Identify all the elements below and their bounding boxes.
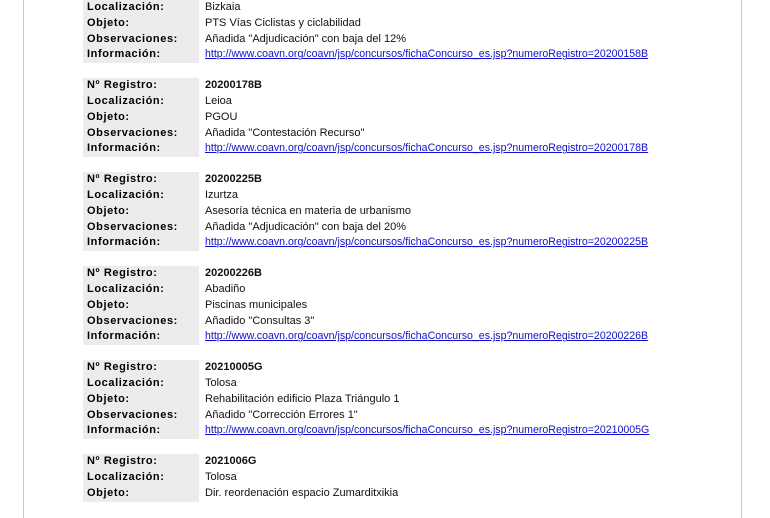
record-info-link[interactable]: http://www.coavn.org/coavn/jsp/concursos/fichaConcurso_es.jsp?numeroRegistro=20200225B [205,236,649,249]
record-20200158b [83,0,723,63]
field-value-localizacion: Bizkaia [205,1,241,13]
field-label: Objeto: [83,110,199,126]
field-label: Observaciones: [83,408,199,424]
field-row-localizacion [83,188,723,204]
field-row-informacion [83,141,723,157]
field-value-localizacion: Izurtza [205,188,239,201]
field-row-informacion [83,329,723,345]
field-value-objeto: Piscinas municipales [205,298,308,311]
field-value-observaciones: Añadida "Contestación Recurso" [205,126,365,139]
record-20200225b [83,172,723,251]
field-row-observaciones [83,126,723,142]
field-value-observaciones: Añadida "Adjudicación" con baja del 20% [205,220,407,233]
field-label: Observaciones: [83,314,199,330]
field-value-objeto: PTS Vías Ciclistas y ciclabilidad [205,16,361,29]
field-label: Nº Registro: [83,78,199,94]
field-value-registro: 20200226B [205,267,262,280]
field-row-observaciones [83,314,723,330]
field-label: Nº Registro: [83,266,199,282]
field-label: Objeto: [83,298,199,314]
field-value-objeto: Rehabilitación edificio Plaza Triángulo 1 [205,392,400,405]
field-label: Nº Registro: [83,454,199,470]
record-20200226b [83,266,723,345]
field-value-observaciones: Añadido "Consultas 3" [205,314,315,327]
record-info-link[interactable]: http://www.coavn.org/coavn/jsp/concursos/fichaConcurso_es.jsp?numeroRegistro=20200226B [205,330,649,343]
field-value-registro: 20200225B [205,173,262,186]
field-label: Información: [83,141,199,157]
field-row-observaciones [83,32,723,48]
field-value-localizacion: Tolosa [205,470,237,483]
field-row-informacion [83,47,723,63]
record-info-link[interactable]: http://www.coavn.org/coavn/jsp/concursos/fichaConcurso_es.jsp?numeroRegistro=20200158B [205,48,649,61]
field-row-localizacion [83,376,723,392]
field-label: Localización: [83,282,199,298]
records-list [83,0,723,517]
field-label: Localización: [83,0,199,16]
field-label: Localización: [83,470,199,486]
field-label: Objeto: [83,204,199,220]
field-label: Nº Registro: [83,172,199,188]
field-label: Información: [83,329,199,345]
field-label: Objeto: [83,392,199,408]
field-row-localizacion [83,0,723,16]
record-2021006g [83,454,723,501]
field-row-objeto [83,486,723,502]
field-row-registro [83,454,723,470]
record-20210005g [83,360,723,439]
field-row-registro [83,172,723,188]
field-label: Localización: [83,94,199,110]
field-label: Objeto: [83,486,199,502]
field-value-objeto: Dir. reordenación espacio Zumarditxikia [205,486,399,499]
field-row-registro [83,78,723,94]
record-info-link[interactable]: http://www.coavn.org/coavn/jsp/concursos/fichaConcurso_es.jsp?numeroRegistro=20200178B [205,142,649,155]
field-label: Localización: [83,376,199,392]
field-value-registro: 20210005G [205,361,263,374]
field-value-localizacion: Leioa [205,94,232,107]
field-row-informacion [83,423,723,439]
field-label: Nº Registro: [83,360,199,376]
record-info-link[interactable]: http://www.coavn.org/coavn/jsp/concursos/fichaConcurso_es.jsp?numeroRegistro=20210005G [205,424,650,437]
field-label: Objeto: [83,16,199,32]
field-label: Observaciones: [83,32,199,48]
field-label: Información: [83,423,199,439]
field-value-objeto: PGOU [205,110,238,123]
field-row-objeto [83,110,723,126]
field-label: Localización: [83,188,199,204]
field-label: Observaciones: [83,126,199,142]
field-value-observaciones: Añadida "Adjudicación" con baja del 12% [205,32,407,45]
field-value-localizacion: Abadiño [205,282,246,295]
field-value-objeto: Asesoría técnica en materia de urbanismo [205,204,412,217]
field-label: Información: [83,235,199,251]
field-row-observaciones [83,220,723,236]
field-value-registro: 20200178B [205,79,262,92]
field-value-localizacion: Tolosa [205,376,237,389]
field-label: Información: [83,47,199,63]
field-row-observaciones [83,408,723,424]
field-row-objeto [83,204,723,220]
field-value-observaciones: Añadido "Corrección Errores 1" [205,408,358,421]
field-label: Observaciones: [83,220,199,236]
field-value-registro: 2021006G [205,455,257,468]
field-row-registro [83,360,723,376]
field-row-objeto [83,298,723,314]
record-20200178b [83,78,723,157]
field-row-objeto [83,392,723,408]
field-row-localizacion [83,94,723,110]
field-row-objeto [83,16,723,32]
field-row-localizacion [83,470,723,486]
field-row-informacion [83,235,723,251]
field-row-localizacion [83,282,723,298]
field-row-registro [83,266,723,282]
